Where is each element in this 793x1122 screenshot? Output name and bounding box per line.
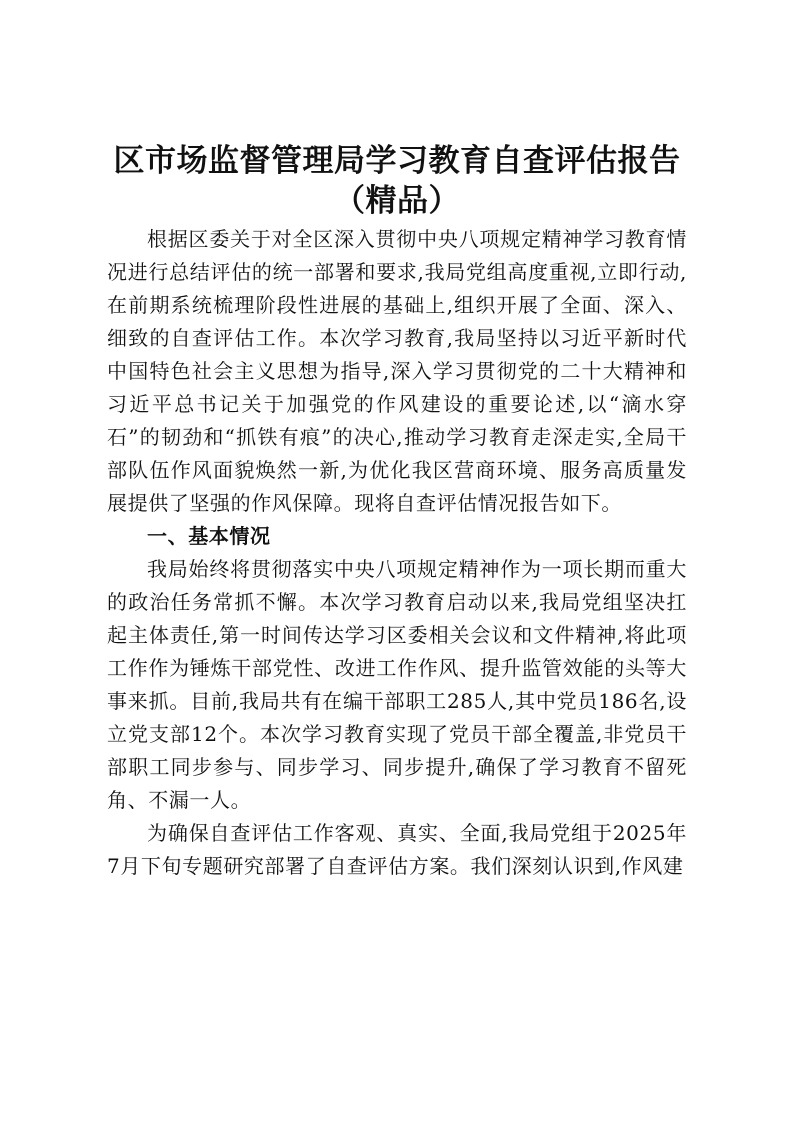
section1-paragraph: 为确保自查评估工作客观、真实、全面,我局党组于2025年7月下旬专题研究部署了自查评估方案。我们深刻认识到,作风建 [107, 821, 687, 878]
document-body [107, 223, 687, 883]
section-heading-basic-situation: 一、基本情况 [147, 524, 271, 548]
document-title: 区市场监督管理局学习教育自查评估报告（精品） [113, 143, 681, 219]
intro-paragraph: 根据区委关于对全区深入贯彻中央八项规定精神学习教育情况进行总结评估的统一部署和要求,我局党组高度重视,立即行动,在前期系统梳理阶段性进展的基础上,组织开展了全面、深入、细致的自查评估工作。本次学习教育,我局坚持以习近平新时代中国特色社会主义思想为指导,深入学习贯彻党的二十大精神和习近平总书记关于加强党的作风建设的重要论述,以“滴水穿石”的韧劲和“抓铁有痕”的决心,推动学习教育走深走实,全局干部队伍作风面貌焕然一新,为优化我区营商环境、服务高质量发展提供了坚强的作风保障。现将自查评估情况报告如下。 [107, 227, 687, 515]
document-page [107, 141, 687, 883]
section1-paragraph: 我局始终将贯彻落实中央八项规定精神作为一项长期而重大的政治任务常抓不懈。本次学习教育启动以来,我局党组坚决扛起主体责任,第一时间传达学习区委相关会议和文件精神,将此项工作作为锤炼干部党性、改进工作作风、提升监管效能的头等大事来抓。目前,我局共有在编干部职工285人,其中党员186名,设立党支部12个。本次学习教育实现了党员干部全覆盖,非党员干部职工同步参与、同步学习、同步提升,确保了学习教育不留死角、不漏一人。 [107, 557, 687, 812]
